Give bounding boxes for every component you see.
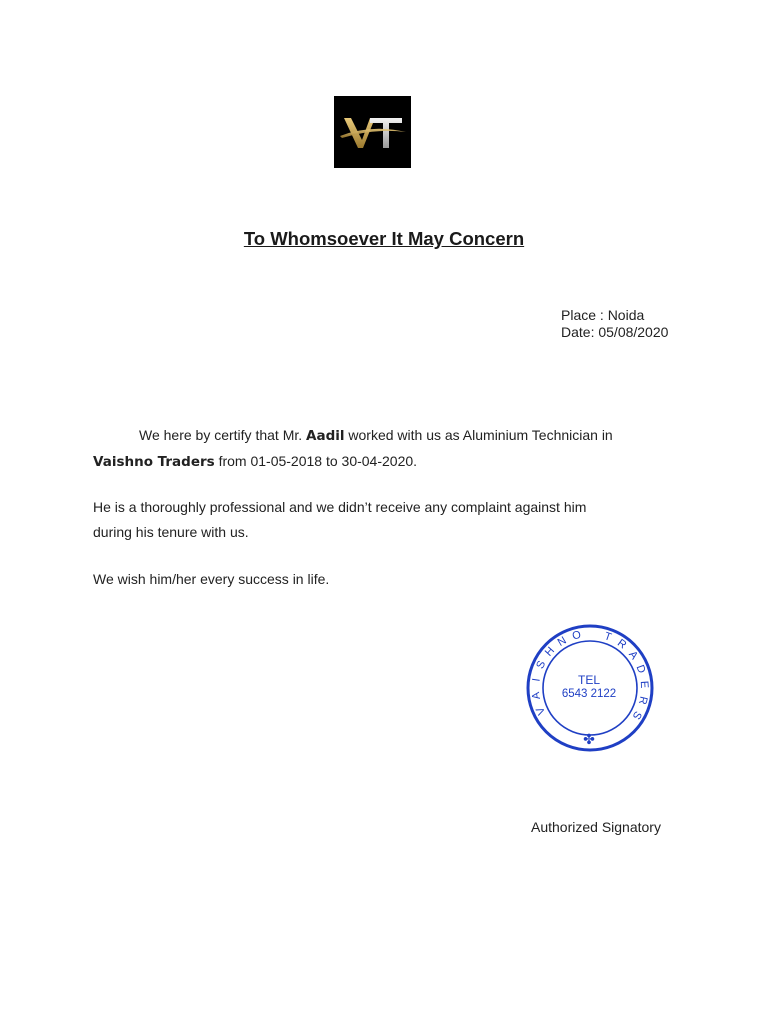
stamp-ring-letter: R (615, 637, 629, 652)
stamp-ring-letter: S (534, 658, 549, 671)
stamp-ring-letter: O (571, 628, 583, 643)
p1-text-b: worked with us as Aluminium Technician in (344, 427, 613, 443)
stamp-tel-label: TEL (577, 673, 601, 687)
company-logo (334, 96, 411, 168)
vt-logo-image (334, 96, 411, 168)
p1-text-c: from 01-05-2018 to 30-04-2020. (214, 452, 418, 469)
stamp-ring-letter: H (542, 644, 558, 659)
company-name: Vaishno Traders (93, 453, 215, 470)
stamp-ring-letter: A (530, 691, 544, 701)
certification-paragraph (93, 423, 683, 474)
stamp-image (525, 623, 655, 753)
page-title: To Whomsoever It May Concern (243, 228, 525, 249)
stamp-ring-letter: S (629, 708, 644, 722)
p2-line-1: He is a thoroughly professional and we didn’t receive any complaint against him (93, 499, 587, 515)
stamp-ring-letter: E (637, 680, 651, 689)
wishes-paragraph: We wish him/her every success in life. (93, 571, 330, 587)
stamp-ring-letter: T (602, 630, 614, 644)
stamp-ring-letter: D (633, 663, 648, 676)
employee-name: Aadil (306, 428, 345, 444)
stamp-ring-letter: I (530, 677, 543, 683)
stamp-tel-number: 6543 2122 (561, 688, 617, 700)
stamp-ring-letter: V (534, 704, 549, 717)
authorized-signatory: Authorized Signatory (531, 819, 661, 835)
stamp-ring-letter: A (626, 648, 641, 662)
p1-text-a: We here by certify that Mr. (139, 427, 307, 443)
stamp-ring-letter: N (555, 634, 569, 649)
company-stamp (525, 623, 655, 753)
stamp-ring-letter: R (635, 695, 650, 706)
stamp-symbol: ✤ (583, 732, 595, 748)
date-line: Date: 05/08/2020 (561, 324, 669, 340)
place-line: Place : Noida (561, 307, 645, 323)
p2-line-2: during his tenure with us. (93, 523, 249, 540)
conduct-paragraph (93, 495, 683, 544)
